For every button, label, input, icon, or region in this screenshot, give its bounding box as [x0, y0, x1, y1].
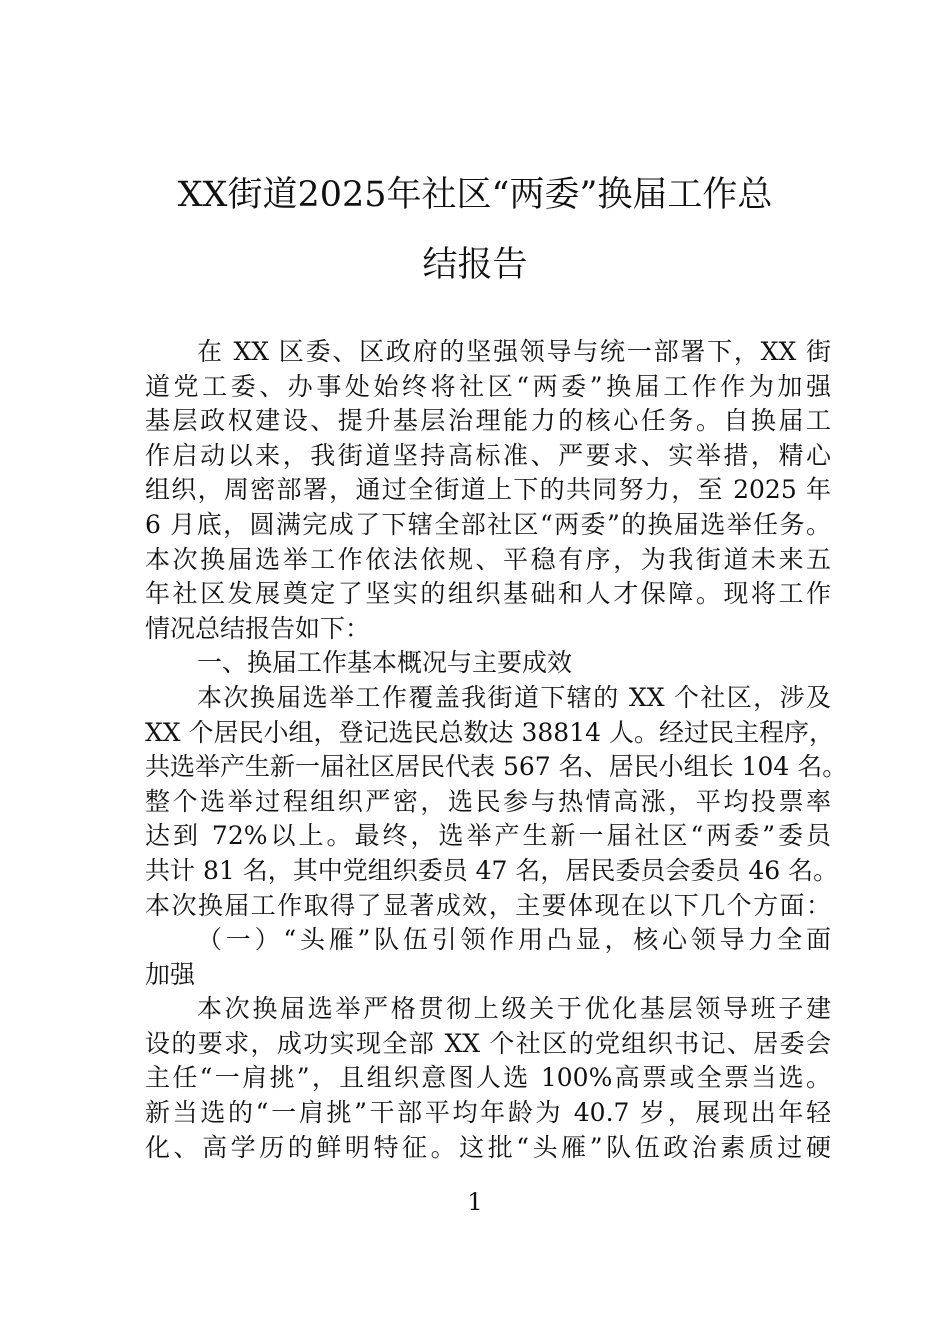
text-line: 情况总结报告如下： — [145, 613, 371, 643]
text-line: 主任“一肩挑”，且组织意图人选 100%高票或全票当选。 — [145, 1063, 831, 1093]
text-line: 化、高学历的鲜明特征。这批“头雁”队伍政治素质过硬 — [145, 1132, 831, 1162]
text-line: 设的要求，成功实现全部 XX 个社区的党组织书记、居委会 — [145, 1028, 831, 1058]
text-line: 加强 — [145, 959, 196, 989]
text-line: 整个选举过程组织严密，选民参与热情高涨，平均投票率 — [145, 786, 831, 816]
text-line: 一、换届工作基本概况与主要成效 — [197, 648, 573, 678]
text-line: 本次换届工作取得了显著成效，主要体现在以下几个方面： — [145, 890, 831, 920]
text-line: 本次换届选举严格贯彻上级关于优化基层领导班子建 — [197, 994, 831, 1024]
text-line: 道党工委、办事处始终将社区“两委”换届工作作为加强 — [145, 371, 831, 401]
text-line: 6 月底，圆满完成了下辖全部社区“两委”的换届选举任务。 — [145, 509, 831, 539]
text-line: XX 个居民小组，登记选民总数达 38814 人。经过民主程序， — [145, 717, 834, 747]
text-line: 作启动以来，我街道坚持高标准、严要求、实举措，精心 — [145, 440, 831, 470]
text-line: 达到 72%以上。最终，选举产生新一届社区“两委”委员 — [145, 821, 831, 851]
text-line: 组织，周密部署，通过全街道上下的共同努力，至 2025 年 — [145, 475, 831, 505]
text-line: 本次换届选举工作覆盖我街道下辖的 XX 个社区，涉及 — [197, 682, 831, 712]
text-line: 本次换届选举工作依法依规、平稳有序，为我街道未来五 — [145, 544, 831, 574]
text-line: 在 XX 区委、区政府的坚强领导与统一部署下，XX 街 — [197, 337, 831, 366]
page-number: 1 — [467, 1188, 483, 1216]
document-body — [145, 335, 848, 1165]
text-line: 新当选的“一肩挑”干部平均年龄为 40.7 岁，展现出年轻 — [145, 1098, 831, 1128]
document-title-line-1: XX街道2025年社区“两委”换届工作总 — [177, 175, 773, 215]
document-title-line-2: 结报告 — [422, 245, 528, 285]
text-line: 共选举产生新一届社区居民代表 567 名、居民小组长 104 名。 — [145, 752, 848, 782]
text-line: 共计 81 名，其中党组织委员 47 名，居民委员会委员 46 名。 — [145, 855, 839, 885]
text-line: （一）“头雁”队伍引领作用凸显，核心领导力全面 — [197, 925, 831, 955]
text-line: 基层政权建设、提升基层治理能力的核心任务。自换届工 — [145, 406, 831, 436]
text-line: 年社区发展奠定了坚实的组织基础和人才保障。现将工作 — [145, 579, 831, 609]
